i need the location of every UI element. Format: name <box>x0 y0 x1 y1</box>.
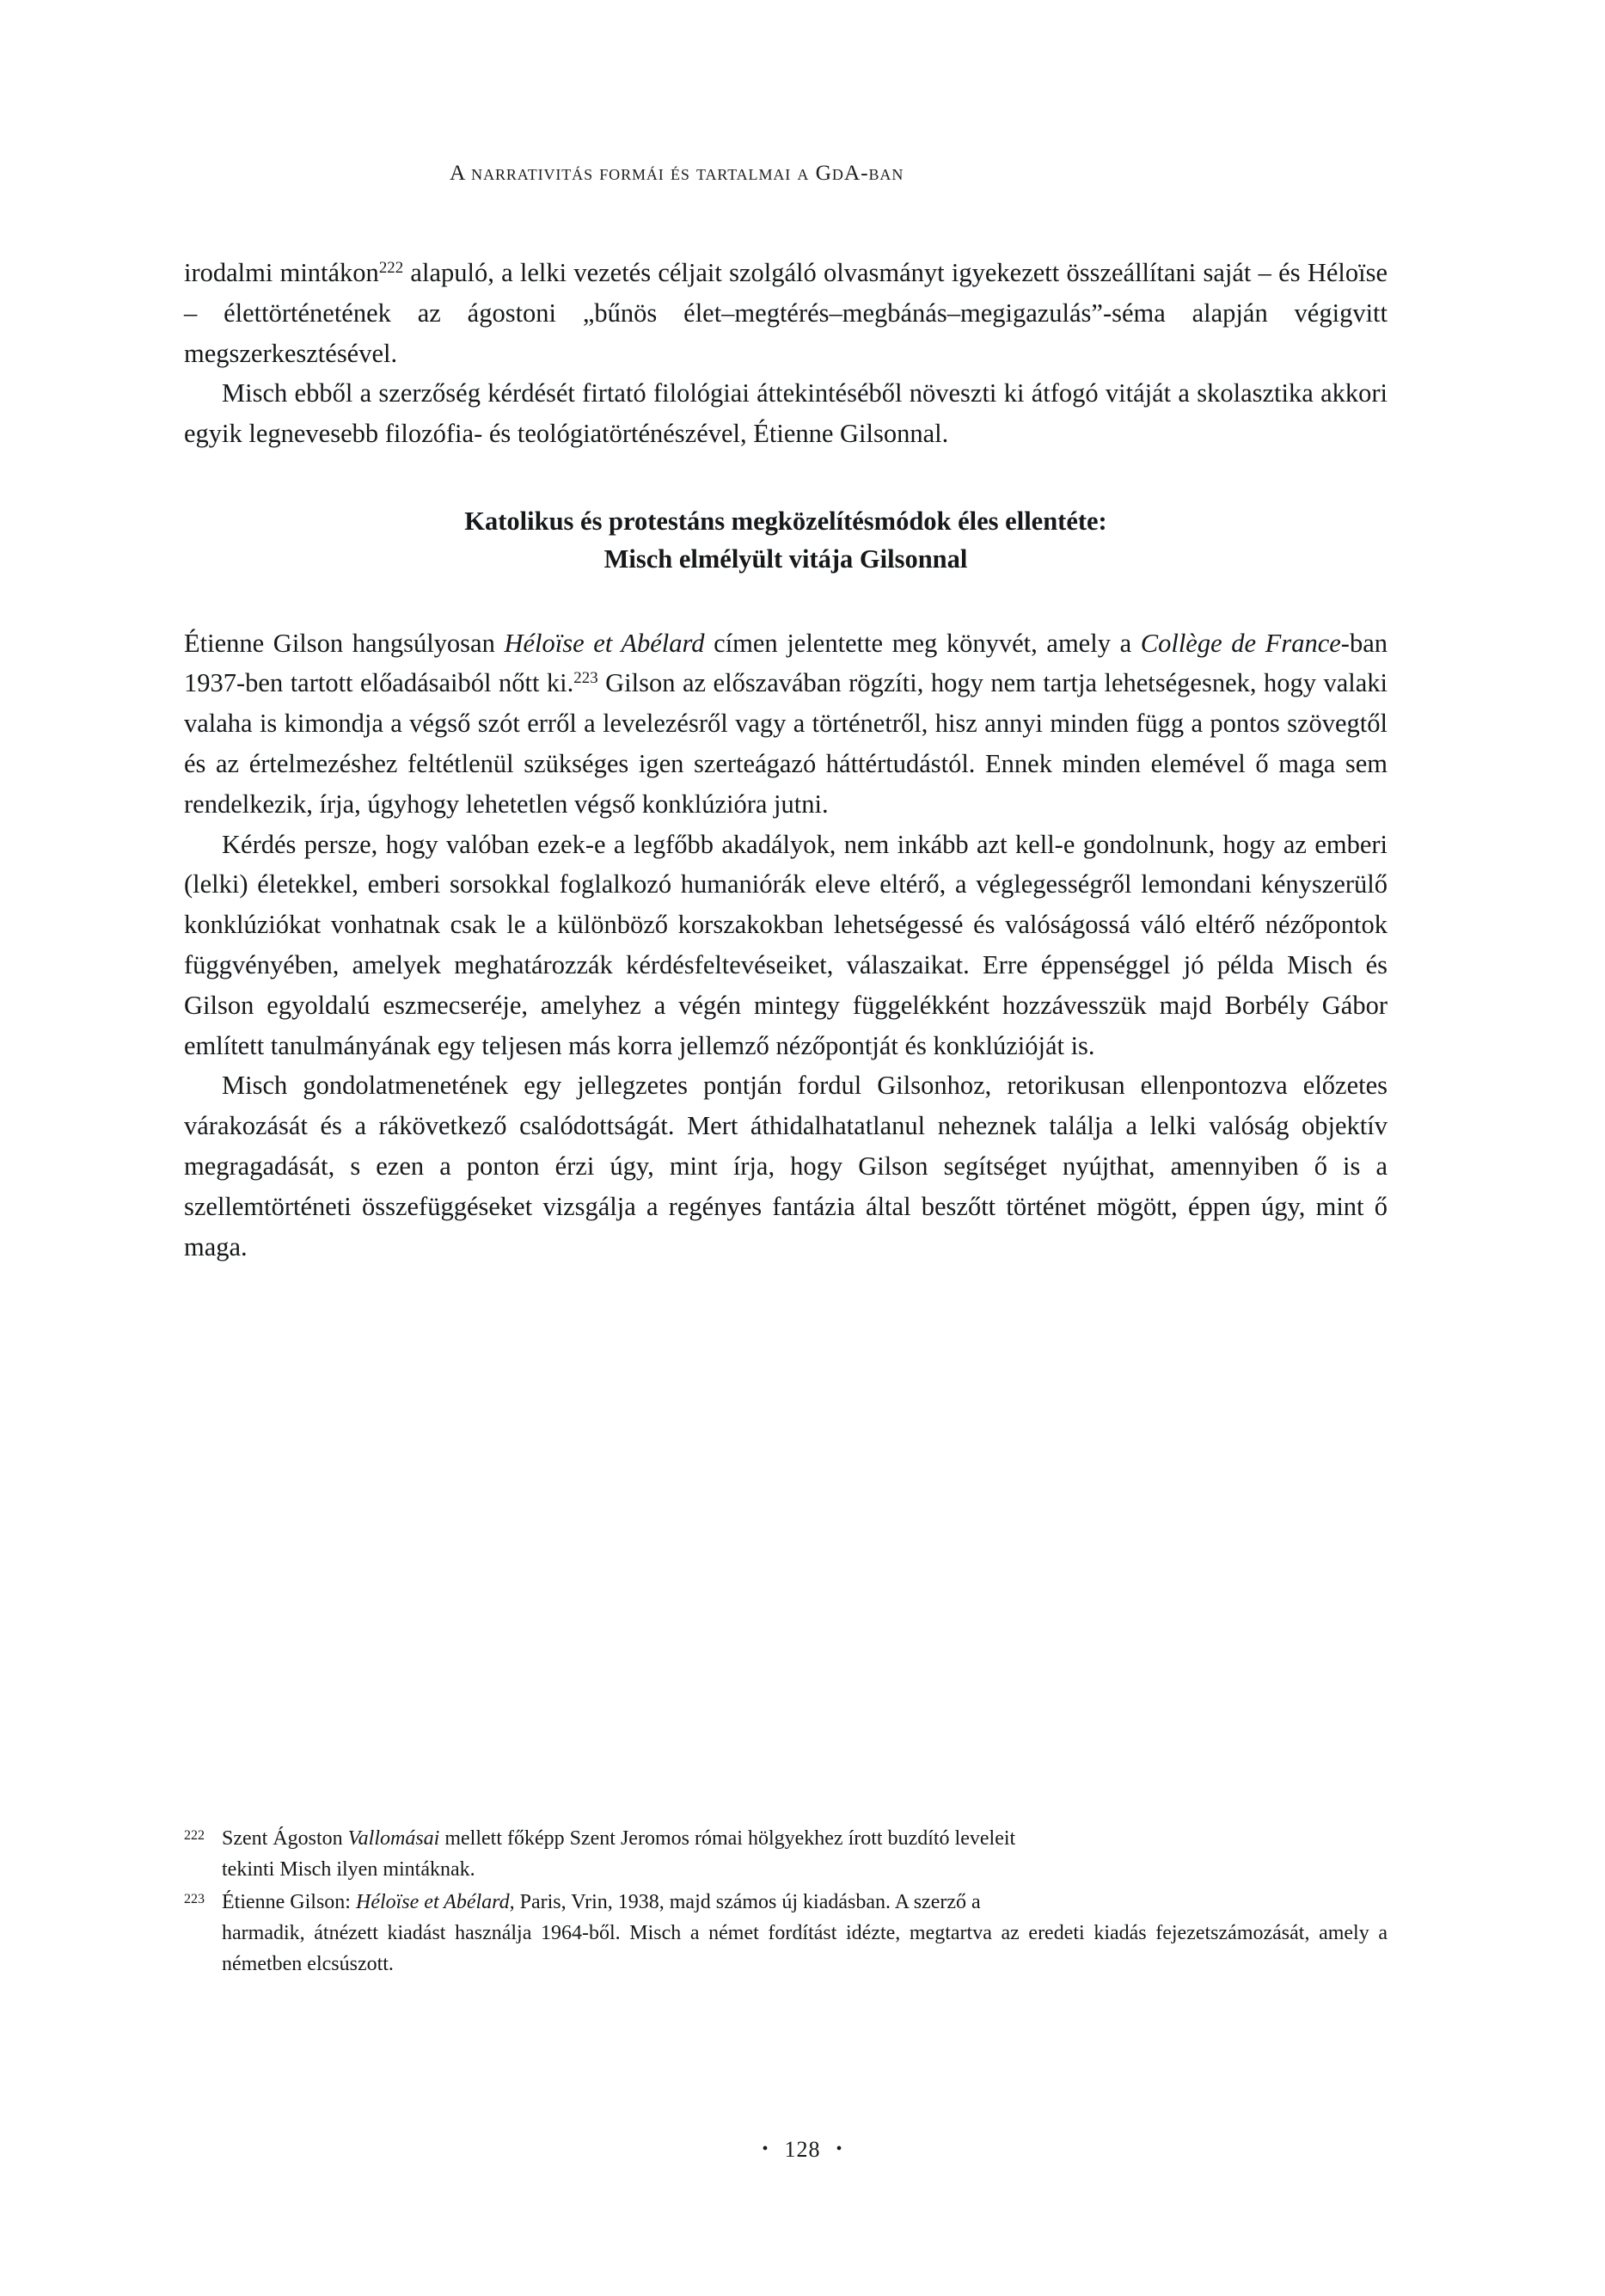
paragraph-1-part-b: alapuló, a lelki vezetés céljait szolgáló olvasmányt igyekezett összeállítani saját – és Héloïse – élettörténetének az ágostoni „bűnös élet–megtérés–megbánás–megigazulás”-séma alapján végigvitt megszerkesztésével. <box>184 258 1388 368</box>
paragraph-3-title-2: Collège de France <box>1140 628 1341 658</box>
footnote-223-continuation: harmadik, átnézett kiadást használja 1964-ből. Misch a német fordítást idézte, megtartva az eredeti kiadás fejezetszámozását, amely a németben elcsúszott. <box>222 1922 1388 1975</box>
footnote-222-continuation: tekinti Misch ilyen mintáknak. <box>222 1858 475 1881</box>
running-head: A narrativitás formái és tartalmai a GdA-ban <box>450 160 904 185</box>
footnote-222-part-b: mellett főképp Szent Jeromos római hölgyekhez írott buzdító leveleit <box>439 1827 1016 1850</box>
folio-dot-left: • <box>762 2139 769 2158</box>
section-heading-line-2: Misch elmélyült vitája Gilsonnal <box>603 544 968 574</box>
paragraph-3-part-d: Gilson az előszavában rögzíti, hogy nem tartja lehetségesnek, hogy valaki valaha is kimondja a végső szót erről a levelezésről vagy a történetről, hisz annyi minden függ a pontos szövegtől és az értelmezéshez feltétlenül szükséges igen szerteágazó háttértudástól. Ennek minden elemével ő maga sem rendelkezik, írja, úgyhogy lehetetlen végső konklúzióra jutni. <box>184 668 1388 819</box>
footnote-ref-222[interactable]: 222 <box>378 259 404 278</box>
section-heading-line-1: Katolikus és protestáns megközelítésmódok éles ellentéte: <box>464 506 1107 537</box>
footnote-223-italic: Héloïse et Abélard, <box>355 1891 515 1913</box>
footnote-ref-223[interactable]: 223 <box>573 669 598 688</box>
footnote-222-italic: Vallomásai <box>347 1827 440 1850</box>
footnote-223 <box>184 1887 1388 1980</box>
paragraph-4: Kérdés persze, hogy valóban ezek-e a legfőbb akadályok, nem inkább azt kell-e gondolnunk, hogy az emberi (lelki) életekkel, emberi sorsokkal foglalkozó humaniórák eleve eltérő, a véglegességről lemondani kényszerülő konklúziókat vonhatnak csak le a különböző korszakokban lehetségessé és valóságossá váló eltérő nézőpontok függvényében, amelyek meghatározzák kérdésfeltevéseiket, válaszaikat. Erre éppenséggel jó példa Misch és Gilson egyoldalú eszmecseréje, amelyhez a végén mintegy függelékként hozzávesszük majd Borbély Gábor említett tanulmányának egy teljesen más korra jellemző nézőpontját és konklúzióját is. <box>184 829 1388 1060</box>
paragraph-3-part-b: címen jelentette meg könyvét, amely a <box>704 628 1141 658</box>
paragraph-1 <box>184 253 1388 373</box>
section-heading <box>184 502 1388 578</box>
folio-dot-right: • <box>836 2139 843 2158</box>
footnote-222-part-a: Szent Ágoston <box>222 1827 348 1850</box>
footnote-222 <box>184 1823 1388 1885</box>
footnote-text-223 <box>222 1887 1388 1980</box>
footnotes-block <box>184 1823 1388 1981</box>
paragraph-2: Misch ebből a szerzőség kérdését firtató filológiai áttekintéséből növeszti ki átfogó vitáját a skolasztika akkori egyik legnevesebb filozófia- és teológiatörténészével, Étienne Gilsonnal. <box>184 378 1388 449</box>
footnote-223-part-a: Étienne Gilson: <box>222 1891 356 1913</box>
footnote-number-222: 222 <box>184 1828 205 1843</box>
paragraph-3-part-c: -ban 1937-ben tartott előadásaiból nőtt ki. <box>184 628 1388 698</box>
body-text <box>184 253 1388 1268</box>
footnote-number-223: 223 <box>184 1892 205 1906</box>
page-number: 128 <box>784 2137 821 2162</box>
page-folio <box>0 2137 1605 2163</box>
paragraph-1-part-a: irodalmi mintákon <box>184 258 379 287</box>
footnote-223-part-b: Paris, Vrin, 1938, majd számos új kiadásban. A szerző a <box>514 1891 981 1913</box>
paragraph-3-part-a: Étienne Gilson hangsúlyosan <box>184 628 505 658</box>
paragraph-5: Misch gondolatmenetének egy jellegzetes pontján fordul Gilsonhoz, retorikusan ellenpontozva előzetes várakozását és a rákövetkező csalódottságát. Mert áthidalhatatlanul neheznek találja a lelki valóság objektív megragadását, s ezen a ponton érzi úgy, mint írja, hogy Gilson segítséget nyújthat, amennyiben ő is a szellemtörténeti összefüggéseket vizsgálja a regényes fantázia által beszőtt történet mögött, éppen úgy, mint ő maga. <box>184 1071 1388 1262</box>
footnote-text-222 <box>222 1823 1388 1885</box>
paragraph-3 <box>184 623 1388 825</box>
page-content <box>184 0 1388 1268</box>
paragraph-3-title-1: Héloïse et Abélard <box>504 628 705 658</box>
